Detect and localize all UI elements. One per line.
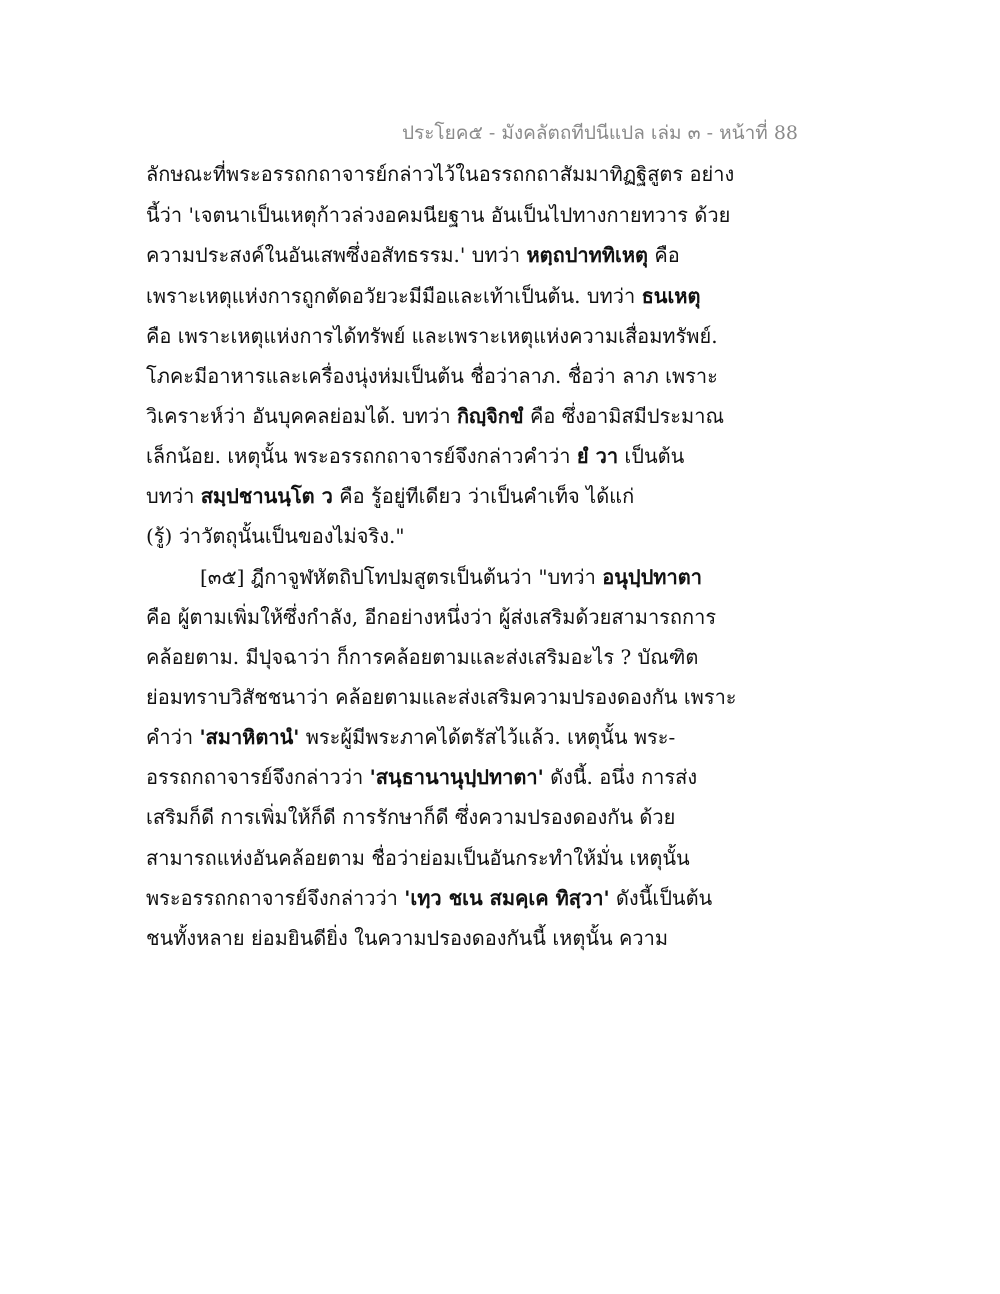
line-text: (รู้) ว่าวัตถุนั้นเป็นของไม่จริง." [146,524,405,548]
line-text: พระอรรถกถาจารย์จึงกล่าวว่า [146,886,405,910]
text-line [146,361,718,391]
line-text: ลักษณะที่พระอรรถกถาจารย์กล่าวไว้ในอรรถกถาสัมมาทิฏฐิสูตร อย่าง [146,162,735,186]
page-header-text: ประโยค๕ - มังคลัตถทีปนีแปล เล่ม ๓ - หน้าที่ 88 [401,122,799,144]
line-text: ความประสงค์ในอันเสพซึ่งอสัทธรรม.' บทว่า [146,243,527,267]
pali-term: ยํ วา [576,444,619,468]
line-text: คือ รู้อยู่ทีเดียว ว่าเป็นคำเท็จ ได้แก่ [332,484,635,508]
line-text: คำว่า [146,725,200,749]
line-text: ชนทั้งหลาย ย่อมยินดียิ่ง ในความปรองดองกันนี้ เหตุนั้น ความ [146,926,669,950]
text-line-indented [200,562,702,592]
line-text: โภคะมีอาหารและเครื่องนุ่งห่มเป็นต้น ชื่อว่าลาภ. ชื่อว่า ลาภ เพราะ [146,364,718,388]
line-text: คือ เพราะเหตุแห่งการได้ทรัพย์ และเพราะเหตุแห่งความเสื่อมทรัพย์. [146,324,718,348]
line-text: เล็กน้อย. เหตุนั้น พระอรรถกถาจารย์จึงกล่าวคำว่า [146,444,577,468]
pali-term: อนุปฺปทาตา [602,565,702,589]
pali-term: หตฺถปาททิเหตุ [526,243,649,267]
text-line [146,722,675,752]
text-line [146,521,405,551]
text-line [146,762,697,792]
pali-term: 'สมาหิตานํ' [199,725,300,749]
line-text: บทว่า [146,484,201,508]
text-line [146,481,634,511]
pali-term: 'สนฺธานานุปฺปทาตา' [369,765,544,789]
text-line [146,602,716,632]
line-text: เป็นต้น [618,444,685,468]
pali-term: กิญฺจิกขํ [456,404,524,428]
line-text: คือ [648,243,680,267]
pali-term: ธนเหตุ [641,284,701,308]
line-text: เพราะเหตุแห่งการถูกตัดอวัยวะมีมือและเท้าเป็นต้น. บทว่า [146,284,642,308]
text-line [146,642,698,672]
pali-term: 'เทฺว ชเน สมคฺเค ทิสฺวา' [404,886,610,910]
line-text: คล้อยตาม. มีปุจฉาว่า ก็การคล้อยตามและส่งเสริมอะไร ? บัณฑิต [146,645,699,669]
text-line [146,281,700,311]
text-line [146,240,680,270]
line-text: ดังนี้. อนึ่ง การส่ง [543,765,698,789]
text-line [146,200,730,230]
text-line [146,159,734,189]
line-text: เสริมก็ดี การเพิ่มให้ก็ดี การรักษาก็ดี ซึ่งความปรองดองกัน ด้วย [146,805,676,829]
text-line [146,843,690,873]
text-line [146,682,737,712]
line-text: ย่อมทราบวิสัชชนาว่า คล้อยตามและส่งเสริมความปรองดองกัน เพราะ [146,685,737,709]
line-text: อรรถกถาจารย์จึงกล่าวว่า [146,765,370,789]
text-line [146,883,712,913]
text-line [146,441,684,471]
line-text: พระผู้มีพระภาคได้ตรัสไว้แล้ว. เหตุนั้น พระ- [299,725,676,749]
pali-term: สมฺปชานนฺโต ว [200,484,333,508]
line-text: คือ ผู้ตามเพิ่มให้ซึ่งกำลัง, อีกอย่างหนึ่งว่า ผู้ส่งเสริมด้วยสามารถการ [146,605,717,629]
line-text: [๓๕] ฎีกาจูฬหัตถิปโทปมสูตรเป็นต้นว่า "บทว่า [200,565,603,589]
text-line [146,802,675,832]
text-line [146,923,668,953]
line-text: นี้ว่า 'เจตนาเป็นเหตุก้าวล่วงอคมนียฐาน อันเป็นไปทางกายทวาร ด้วย [146,203,731,227]
line-text: สามารถแห่งอันคล้อยตาม ชื่อว่าย่อมเป็นอันกระทำให้มั่น เหตุนั้น [146,846,690,870]
text-line [146,321,718,351]
line-text: ดังนี้เป็นต้น [609,886,713,910]
line-text: คือ ซึ่งอามิสมีประมาณ [523,404,725,428]
page-header [0,118,1000,148]
line-text: วิเคราะห์ว่า อันบุคคลย่อมได้. บทว่า [146,404,457,428]
text-line [146,401,724,431]
